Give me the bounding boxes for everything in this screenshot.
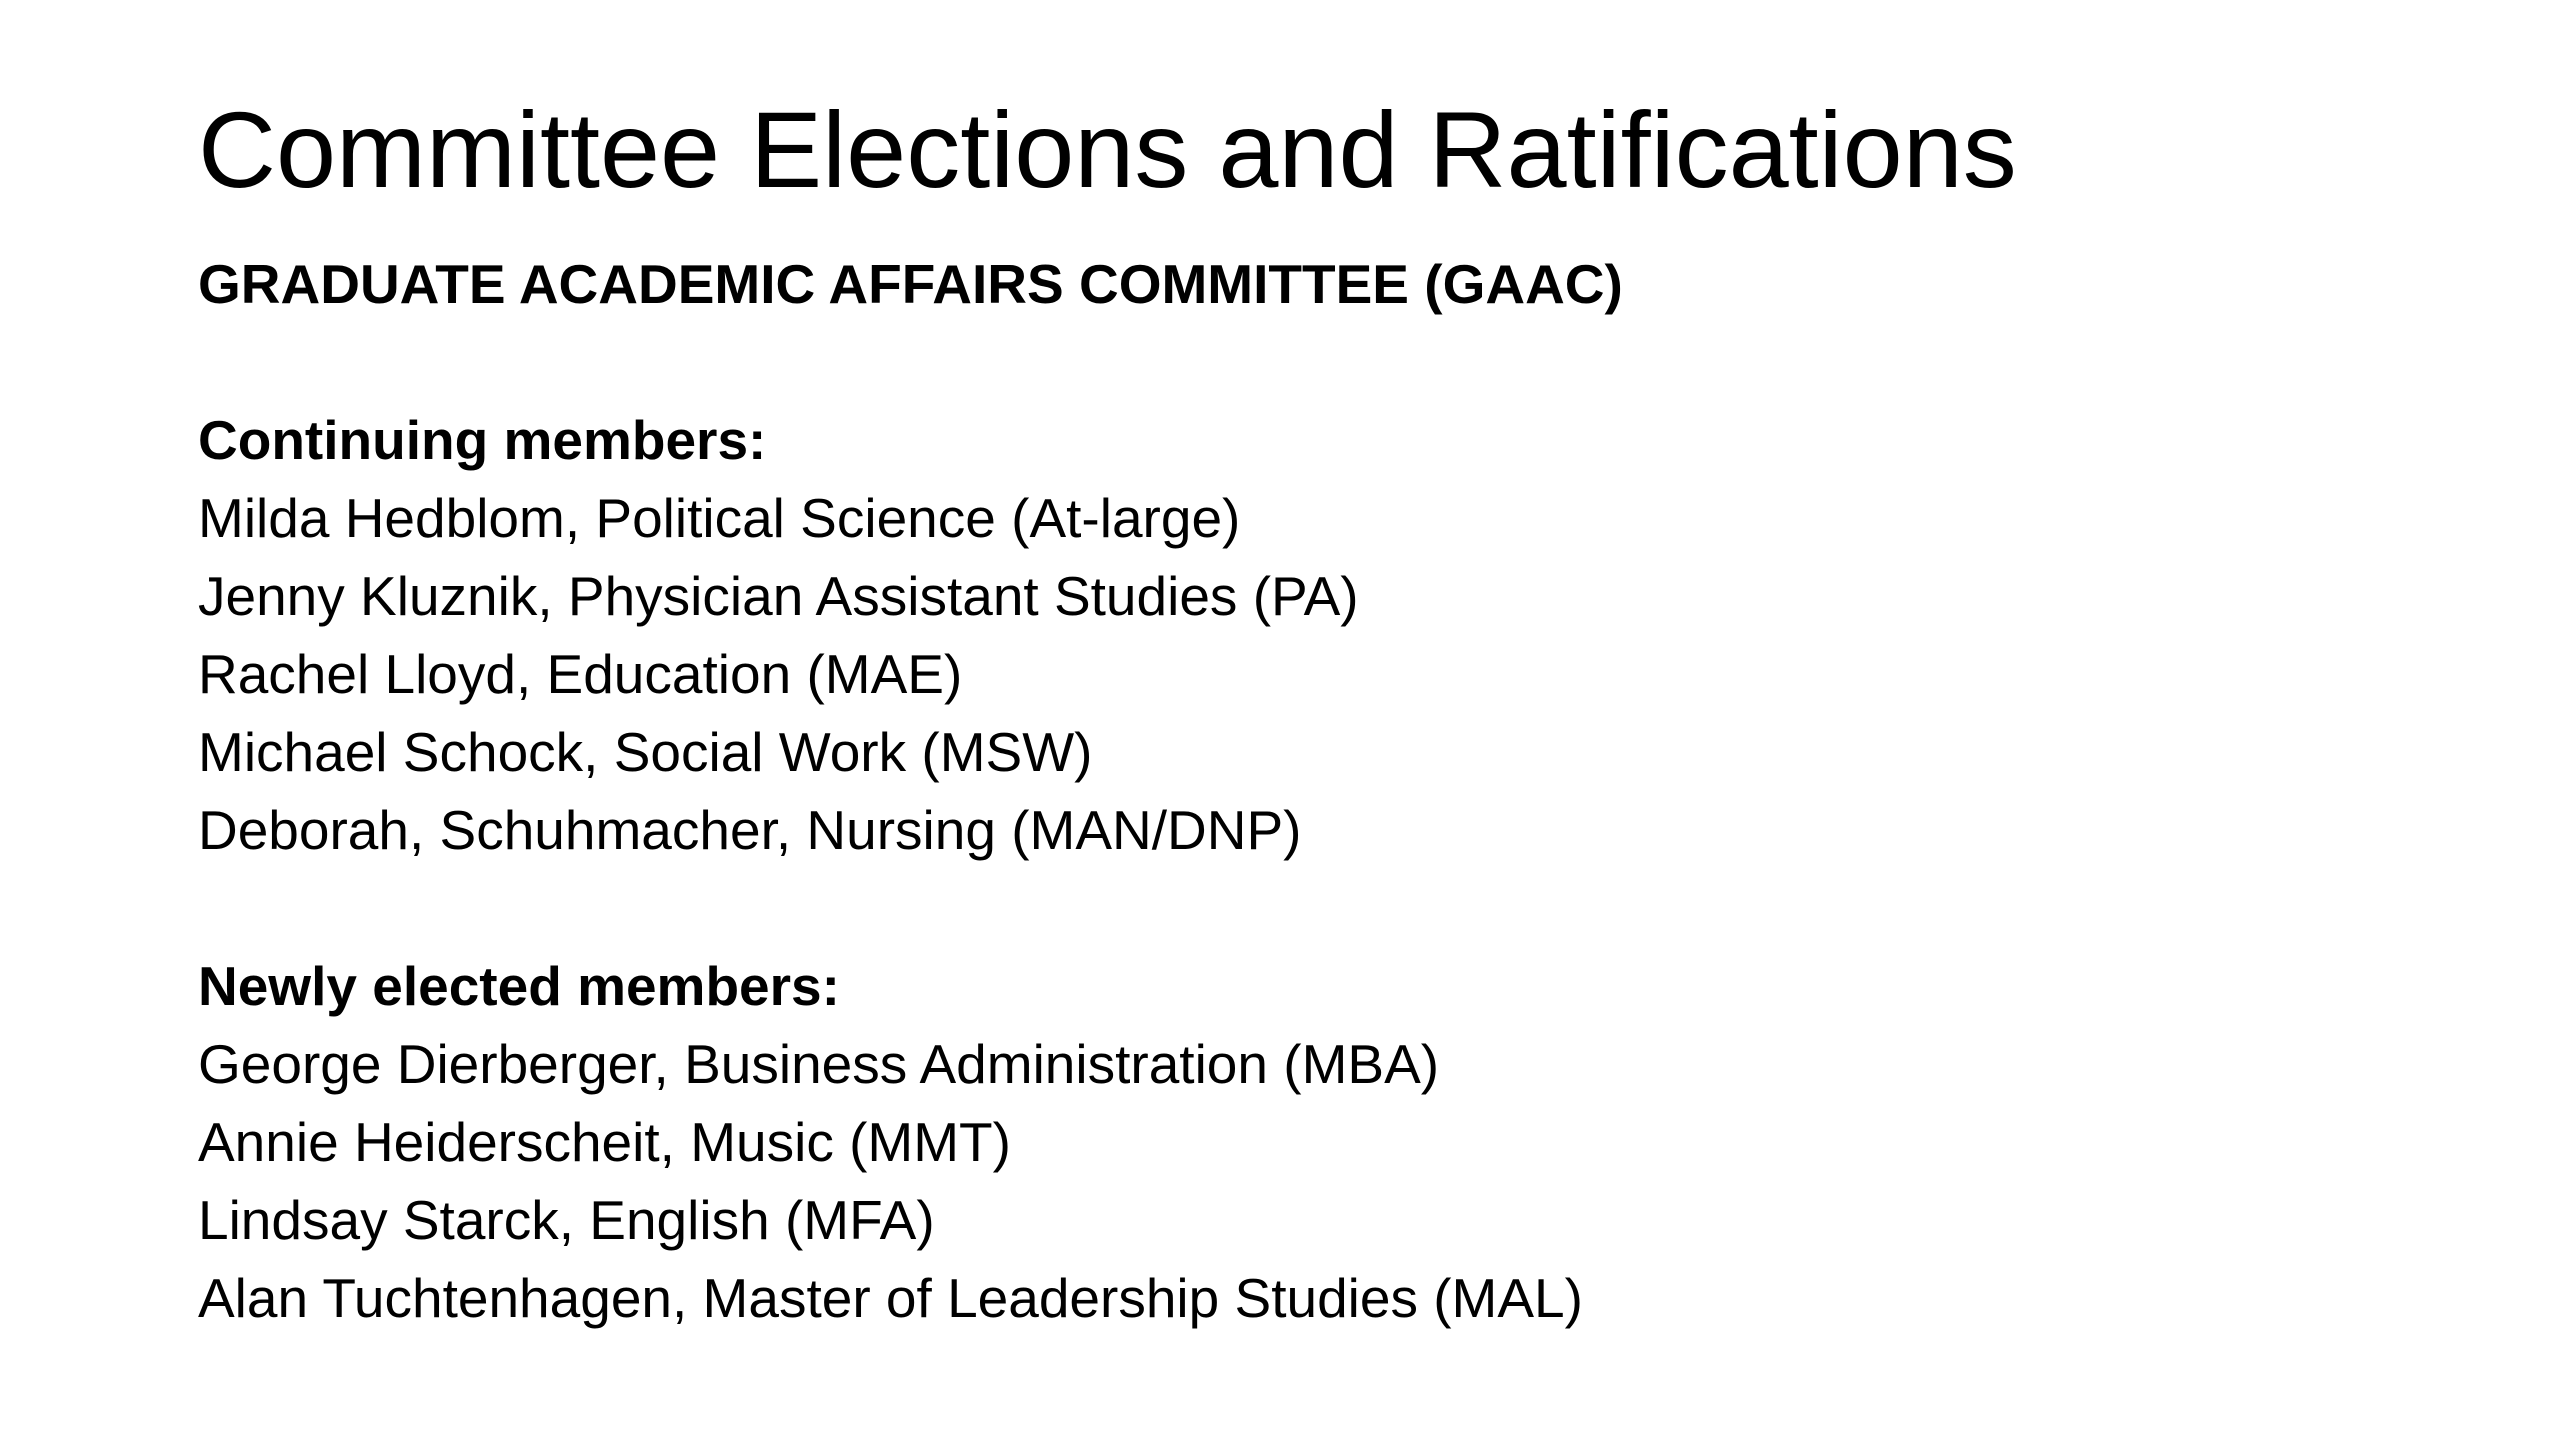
slide-title: Committee Elections and Ratifications [198, 89, 2017, 210]
newly-elected-members-heading: Newly elected members: [198, 955, 840, 1017]
committee-name: GRADUATE ACADEMIC AFFAIRS COMMITTEE (GAAC) [198, 253, 1623, 315]
list-item: Rachel Lloyd, Education (MAE) [198, 643, 963, 705]
continuing-members-section [198, 401, 2398, 869]
list-item: Milda Hedblom, Political Science (At-large) [198, 487, 1241, 549]
list-item: Deborah, Schuhmacher, Nursing (MAN/DNP) [198, 799, 1302, 861]
list-item: Lindsay Starck, English (MFA) [198, 1189, 935, 1251]
newly-elected-members-section [198, 947, 2398, 1337]
list-item: Jenny Kluznik, Physician Assistant Studies (PA) [198, 565, 1359, 627]
slide [198, 85, 2398, 1337]
continuing-members-list [198, 479, 2398, 869]
list-item: Michael Schock, Social Work (MSW) [198, 721, 1093, 783]
newly-elected-members-list [198, 1025, 2398, 1337]
list-item: Annie Heiderscheit, Music (MMT) [198, 1111, 1011, 1173]
list-item: Alan Tuchtenhagen, Master of Leadership Studies (MAL) [198, 1267, 1583, 1329]
continuing-members-heading: Continuing members: [198, 409, 767, 471]
list-item: George Dierberger, Business Administration (MBA) [198, 1033, 1440, 1095]
